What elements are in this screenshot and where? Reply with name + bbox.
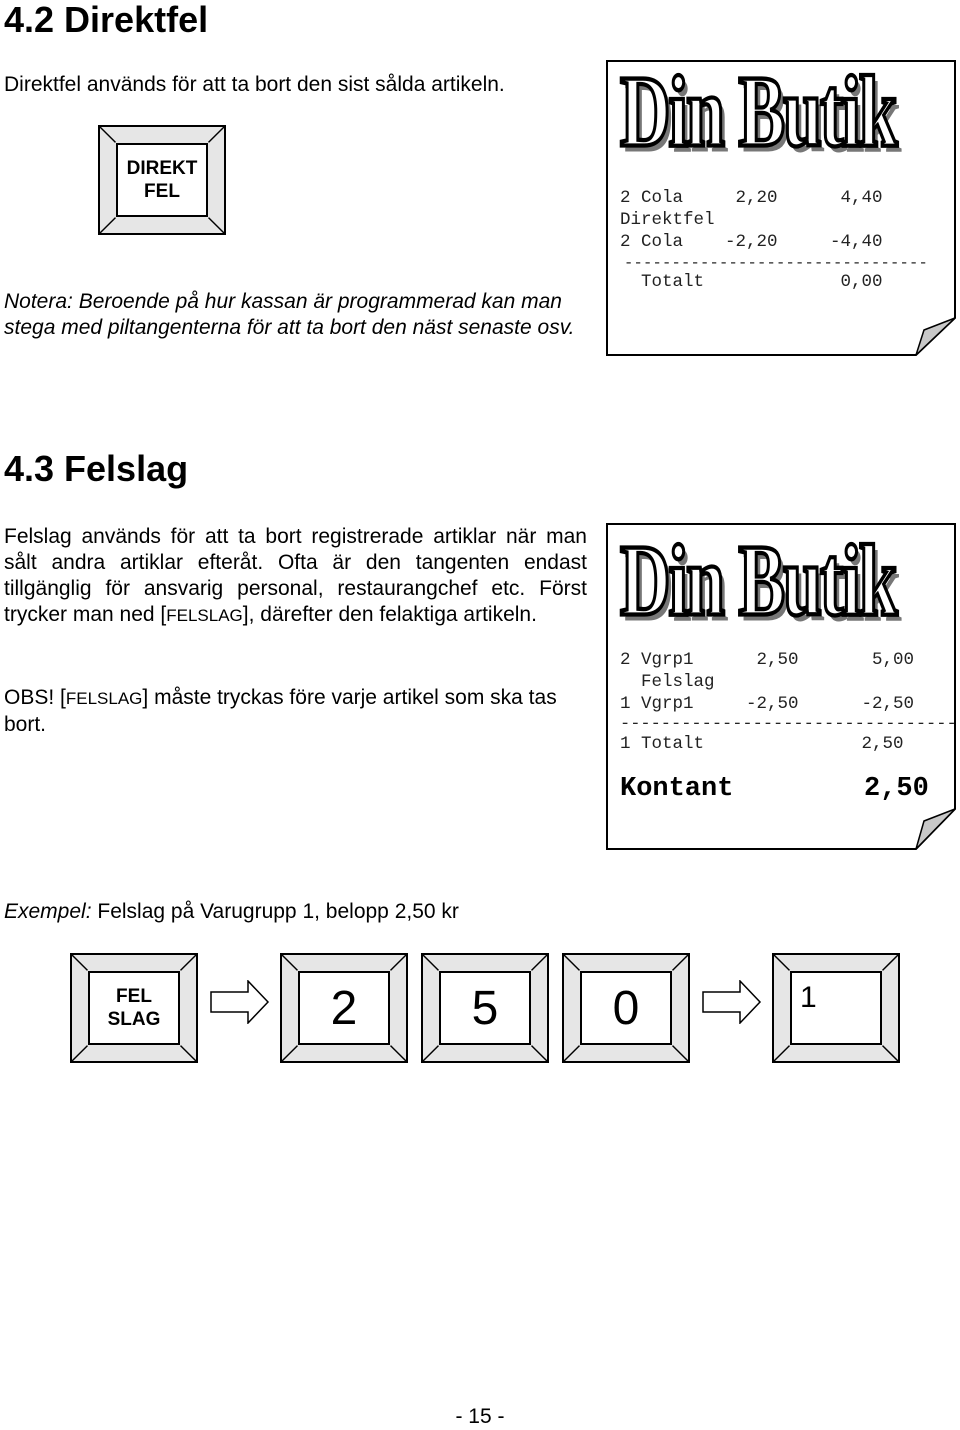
din-butik-logo: Din Butik [620, 526, 896, 638]
key-face [298, 971, 390, 1045]
felslag-key-ref: FELSLAG [65, 689, 143, 708]
receipt-line: 1 Vgrp1 -2,50 -2,50 [620, 694, 915, 714]
receipt-separator: -------------------------------- [624, 254, 929, 272]
receipt-total: 1 Totalt 2,50 [620, 734, 904, 754]
direkt-fel-key[interactable] [98, 125, 226, 235]
kontant-label: Kontant [620, 774, 734, 804]
key-label-line1: FEL [116, 986, 152, 1007]
key-face [790, 971, 882, 1045]
key-5[interactable] [421, 953, 549, 1063]
para-text: ] måste tryckas före varje artikel som ska tas bort. [4, 686, 557, 736]
example-label: Exempel: [4, 900, 92, 923]
para-text: ], därefter den felaktiga artikeln. [242, 603, 537, 626]
key-0[interactable] [562, 953, 690, 1063]
kontant-value: 2,50 [864, 774, 929, 804]
key-face [439, 971, 531, 1045]
page-number: - 15 - [455, 1405, 505, 1428]
receipt-line: 2 Cola -2,20 -4,40 [620, 232, 883, 252]
heading-4-3: 4.3 Felslag [4, 448, 189, 489]
key-label-line2: SLAG [107, 1009, 161, 1030]
intro-text: Direktfel används för att ta bort den sist sålda artikeln. [4, 73, 505, 96]
para-text: OBS! [ [4, 686, 66, 709]
example-text: Felslag på Varugrupp 1, belopp 2,50 kr [91, 900, 459, 923]
key-digit: 0 [612, 981, 640, 1035]
receipt-total: Totalt 0,00 [620, 272, 883, 292]
key-face [580, 971, 672, 1045]
key-1[interactable] [772, 953, 900, 1063]
note-text [4, 289, 579, 341]
heading-4-2: 4.2 Direktfel [4, 0, 209, 40]
arrow-right-icon [702, 980, 762, 1024]
key-label-line2: FEL [144, 181, 180, 202]
example-caption [4, 899, 459, 925]
arrow-right-icon [210, 980, 270, 1024]
din-butik-logo: Din Butik [620, 57, 896, 169]
felslag-paragraph [4, 524, 587, 629]
key-digit: 5 [471, 981, 499, 1035]
key-face [116, 143, 208, 217]
obs-paragraph [4, 685, 587, 738]
key-2[interactable] [280, 953, 408, 1063]
key-label-line1: DIREKT [126, 158, 198, 179]
receipt-separator: --------------------------------- [620, 715, 957, 734]
key-face [88, 971, 180, 1045]
para-text: Felslag används för att ta bort registrerade artiklar när man sålt andra artiklar efteråt. Ofta är den tangenten endast tillgänglig för ansvarig personal, restaurangchef etc. Först trycker man ned [ [4, 525, 587, 626]
key-digit: 2 [330, 981, 358, 1035]
fel-slag-key[interactable] [70, 953, 198, 1063]
receipt-line: 2 Cola 2,20 4,40 [620, 188, 883, 208]
felslag-key-ref: FELSLAG [166, 606, 243, 625]
receipt-line: 2 Vgrp1 2,50 5,00 [620, 650, 915, 670]
receipt-direktfel [606, 57, 956, 360]
receipt-line: Direktfel [620, 210, 715, 230]
receipt-felslag [606, 523, 956, 855]
note-italic: Notera: Beroende på hur kassan är programmerad kan man stega med piltangenterna för att ta bort den näst senaste osv. [4, 290, 575, 339]
receipt-line: Felslag [620, 672, 715, 692]
key-digit: 1 [800, 981, 817, 1014]
